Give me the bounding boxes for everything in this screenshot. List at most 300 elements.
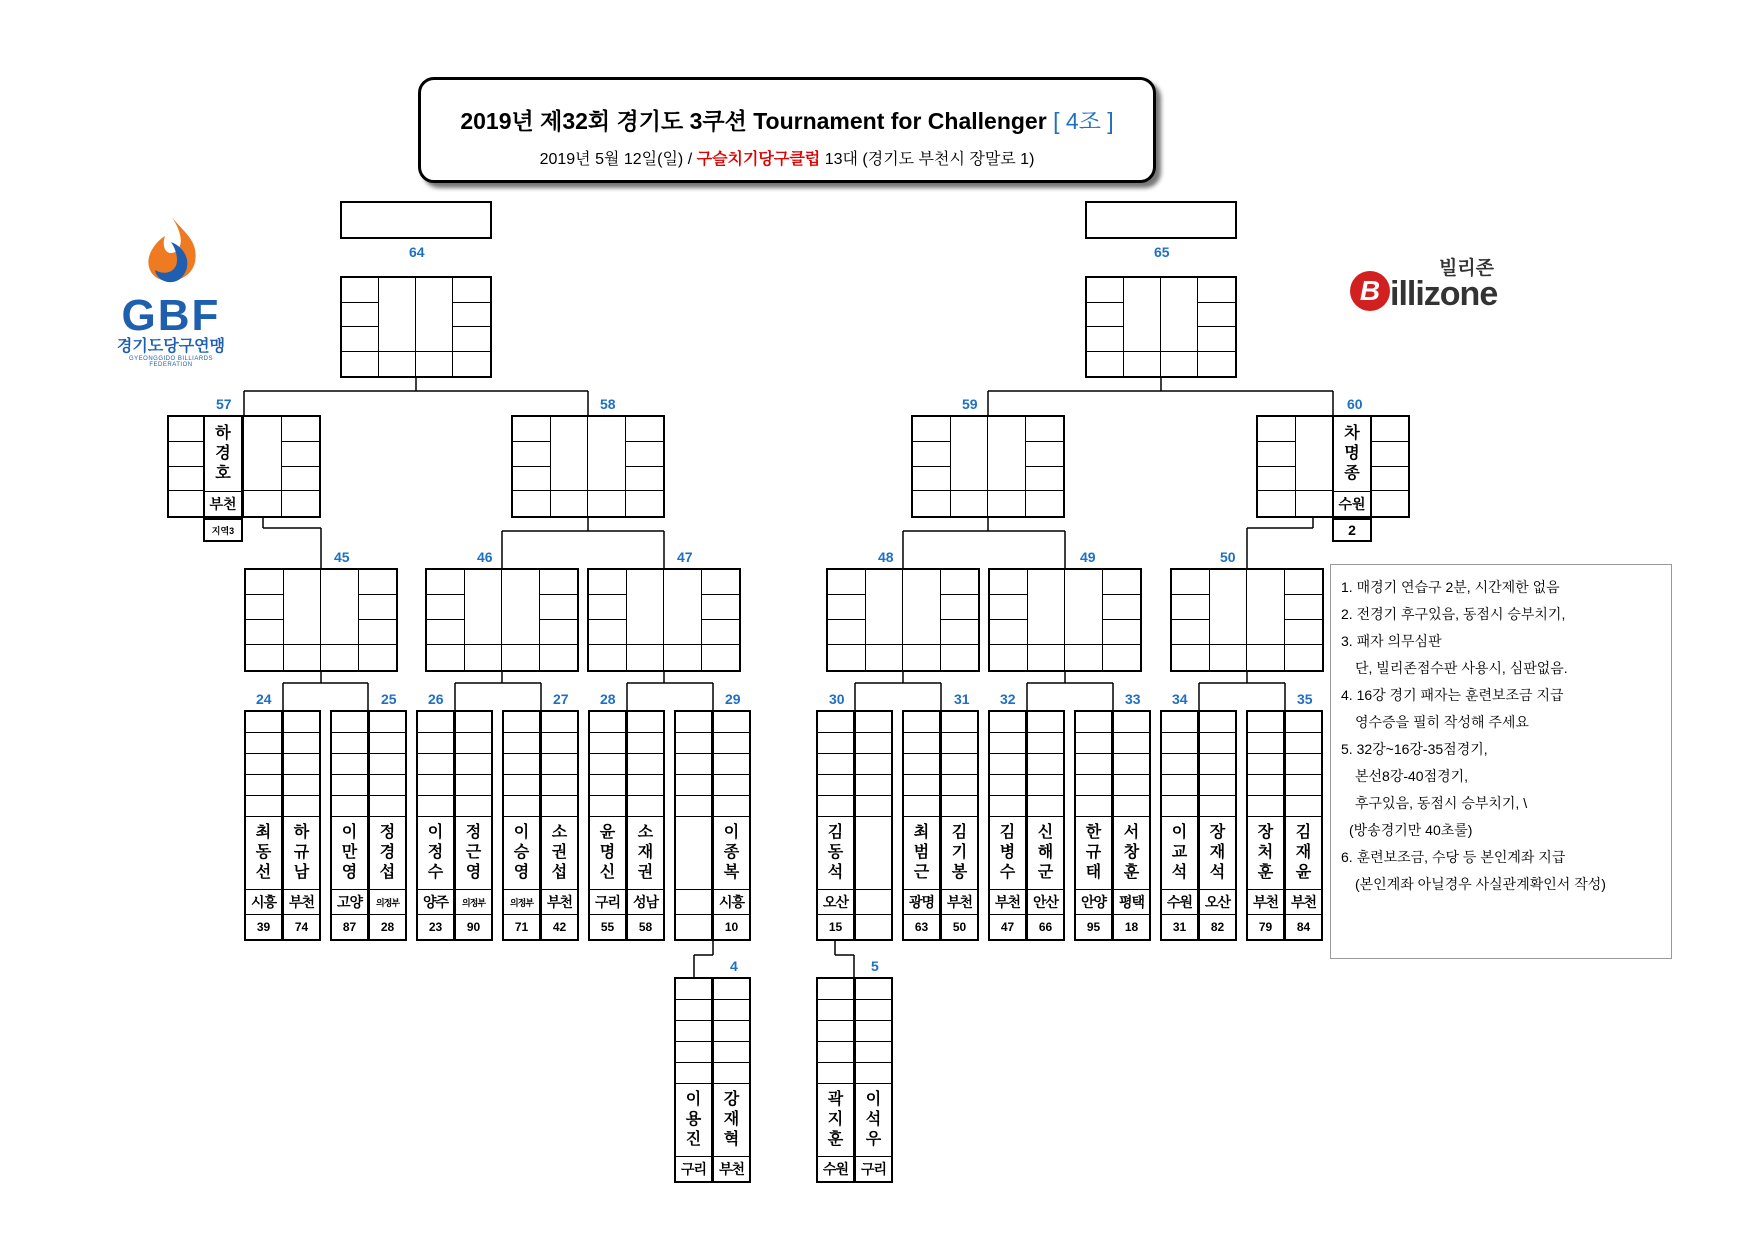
player-column-r1 [674, 710, 713, 941]
gbf-english-name: GYEONGGIDO BILLIARDS FEDERATION [128, 356, 214, 368]
score-cell [1248, 712, 1283, 733]
player-name: 정 경 섭 [370, 817, 405, 890]
player-seed: 82 [1210, 920, 1225, 934]
score-cell [456, 733, 491, 754]
score-cell [246, 775, 281, 796]
score-cell [818, 754, 853, 775]
score-cell [676, 1063, 711, 1084]
score-cell [1028, 733, 1063, 754]
player-name: 소 권 섭 [542, 817, 577, 890]
score-cell [628, 796, 663, 817]
billizone-b-icon [1348, 269, 1392, 313]
score-cell [714, 796, 749, 817]
player-seed: 28 [380, 920, 395, 934]
score-cell [676, 796, 711, 817]
billizone-wordmark: illizone [1390, 275, 1498, 313]
player-column-r1 [282, 710, 321, 941]
score-cell [1200, 712, 1235, 733]
score-cell [1286, 796, 1321, 817]
score-cell [590, 754, 625, 775]
score-cell [856, 979, 891, 1000]
player-seed-60: 2 [1332, 518, 1372, 542]
score-cell [370, 712, 405, 733]
note-line: 4. 16강 경기 패자는 훈련보조금 지급 [1341, 687, 1564, 703]
player-name: 정 근 영 [456, 817, 491, 890]
score-cell [818, 733, 853, 754]
player-column-m4 [712, 977, 751, 1183]
player-region: 구리 [680, 1161, 707, 1177]
player-region: 부천 [718, 1161, 745, 1177]
score-cell [676, 1000, 711, 1021]
score-cell [590, 796, 625, 817]
player-column-60 [1332, 415, 1372, 518]
match-number-4: 4 [730, 958, 738, 974]
player-region: 부천 [1286, 890, 1321, 915]
player-region: 구리 [590, 890, 625, 915]
player-name: 김 기 봉 [942, 817, 977, 890]
player-region: 의정부 [456, 890, 491, 915]
score-grid-65 [1085, 276, 1237, 378]
score-cell [1076, 775, 1111, 796]
player-seed: 47 [1000, 920, 1015, 934]
gbf-logo [108, 212, 234, 370]
note-line: 본선8강-40점경기, [1355, 768, 1469, 784]
player-region: 부천 [942, 890, 977, 915]
score-cell [904, 754, 939, 775]
score-cell [542, 712, 577, 733]
note-line: (본인계좌 아닐경우 사실관계확인서 작성) [1355, 876, 1606, 892]
score-cell [1114, 712, 1149, 733]
score-cell [714, 775, 749, 796]
score-cell [714, 1021, 749, 1042]
score-cell [1248, 754, 1283, 775]
player-column-r1 [1026, 710, 1065, 941]
player-seed: 90 [466, 920, 481, 934]
player-name-57: 하 경 호 [205, 417, 241, 492]
match-number-47: 47 [677, 549, 693, 565]
score-cell [990, 712, 1025, 733]
player-column-r1 [416, 710, 455, 941]
score-cell [418, 733, 453, 754]
score-cell [1114, 754, 1149, 775]
player-name: 이 석 우 [856, 1084, 891, 1157]
score-cell [418, 775, 453, 796]
score-grid-57 [167, 415, 321, 518]
player-region: 수원 [822, 1161, 849, 1177]
score-cell [1200, 775, 1235, 796]
player-name: 한 규 태 [1076, 817, 1111, 890]
player-name: 곽 지 훈 [818, 1084, 853, 1157]
score-cell [246, 796, 281, 817]
player-region: 부천 [990, 890, 1025, 915]
score-cell [628, 775, 663, 796]
score-cell [1162, 796, 1197, 817]
player-name [676, 817, 711, 890]
score-cell [1286, 754, 1321, 775]
score-cell [504, 796, 539, 817]
score-cell [1286, 775, 1321, 796]
player-name: 장 처 훈 [1248, 817, 1283, 890]
final-winner-box-right [1085, 201, 1237, 239]
score-cell [942, 712, 977, 733]
match-number-5: 5 [871, 958, 879, 974]
score-cell [456, 796, 491, 817]
player-seed: 71 [514, 920, 529, 934]
score-cell [456, 712, 491, 733]
player-column-r1 [330, 710, 369, 941]
score-cell [1076, 733, 1111, 754]
score-cell [818, 712, 853, 733]
svg-text:B: B [1359, 275, 1381, 306]
score-cell [1162, 754, 1197, 775]
match-number-31: 31 [954, 691, 970, 707]
score-cell [284, 712, 319, 733]
player-seed [676, 915, 711, 939]
score-grid-45 [244, 568, 398, 672]
player-name: 장 재 석 [1200, 817, 1235, 890]
player-region: 평택 [1114, 890, 1149, 915]
score-cell [856, 712, 891, 733]
score-cell [370, 775, 405, 796]
player-name: 최 범 근 [904, 817, 939, 890]
score-cell [942, 796, 977, 817]
venue-detail: 13대 (경기도 부천시 장말로 1) [824, 151, 1035, 168]
score-cell [818, 775, 853, 796]
player-region: 시흥 [246, 890, 281, 915]
score-cell [1200, 733, 1235, 754]
score-cell [332, 754, 367, 775]
score-cell [856, 1000, 891, 1021]
match-number-33: 33 [1125, 691, 1141, 707]
player-column-r1 [988, 710, 1027, 941]
score-grid-64 [340, 276, 492, 378]
score-cell [456, 775, 491, 796]
venue-name: 구슬치기당구클럽 [696, 151, 821, 168]
score-cell [856, 796, 891, 817]
player-column-r1 [502, 710, 541, 941]
score-cell [1162, 712, 1197, 733]
score-cell [590, 775, 625, 796]
score-grid-50 [1170, 568, 1324, 672]
score-cell [1200, 754, 1235, 775]
player-name: 윤 명 신 [590, 817, 625, 890]
score-grid-59 [911, 415, 1065, 518]
match-number-26: 26 [428, 691, 444, 707]
player-name: 이 만 영 [332, 817, 367, 890]
score-cell [990, 733, 1025, 754]
score-cell [904, 712, 939, 733]
player-seed: 10 [724, 920, 739, 934]
score-cell [714, 712, 749, 733]
score-cell [990, 775, 1025, 796]
player-seed: 55 [600, 920, 615, 934]
player-seed: 74 [294, 920, 309, 934]
score-cell [332, 775, 367, 796]
title-group: [ 4조 ] [1053, 108, 1114, 134]
match-number-28: 28 [600, 691, 616, 707]
player-column-57 [203, 415, 243, 518]
match-number-45: 45 [334, 549, 350, 565]
score-cell [818, 979, 853, 1000]
player-seed: 50 [952, 920, 967, 934]
score-cell [676, 1042, 711, 1063]
score-cell [1248, 733, 1283, 754]
player-region: 시흥 [714, 890, 749, 915]
player-region: 의정부 [504, 890, 539, 915]
player-name [856, 817, 891, 890]
score-cell [904, 733, 939, 754]
rules-notes [1330, 564, 1672, 959]
score-cell [818, 1042, 853, 1063]
score-cell [990, 754, 1025, 775]
score-grid-49 [988, 568, 1142, 672]
note-line: 3. 패자 의무심판 [1341, 633, 1442, 649]
player-name: 이 정 수 [418, 817, 453, 890]
score-grid-46 [425, 568, 579, 672]
player-seed: 58 [638, 920, 653, 934]
score-cell [818, 796, 853, 817]
score-cell [856, 754, 891, 775]
match-number-65: 65 [1154, 244, 1170, 260]
player-column-r1 [854, 710, 893, 941]
score-cell [628, 733, 663, 754]
player-name: 이 종 복 [714, 817, 749, 890]
score-cell [284, 796, 319, 817]
match-number-58: 58 [600, 396, 616, 412]
player-name: 김 재 윤 [1286, 817, 1321, 890]
player-seed: 63 [914, 920, 929, 934]
score-cell [456, 754, 491, 775]
score-cell [1114, 796, 1149, 817]
match-number-25: 25 [381, 691, 397, 707]
score-grid-48 [826, 568, 980, 672]
player-seed: 84 [1296, 920, 1311, 934]
player-seed: 79 [1258, 920, 1273, 934]
gbf-korean-name: 경기도당구연맹 [116, 338, 226, 355]
score-cell [1286, 712, 1321, 733]
score-cell [1028, 775, 1063, 796]
score-cell [676, 712, 711, 733]
player-seed: 18 [1124, 920, 1139, 934]
score-cell [1028, 712, 1063, 733]
score-cell [590, 712, 625, 733]
note-line: 단, 빌리존점수판 사용시, 심판없음. [1355, 660, 1568, 676]
player-region: 광명 [904, 890, 939, 915]
player-column-r1 [1160, 710, 1199, 941]
score-cell [856, 1042, 891, 1063]
player-column-r1 [816, 710, 855, 941]
gbf-mark: GBF [121, 291, 221, 340]
player-name: 신 해 군 [1028, 817, 1063, 890]
note-line: 2. 전경기 후구있음, 동점시 승부치기, [1341, 606, 1566, 622]
player-seed: 39 [256, 920, 271, 934]
score-cell [542, 754, 577, 775]
match-number-32: 32 [1000, 691, 1016, 707]
player-seed [856, 915, 891, 939]
score-cell [676, 775, 711, 796]
match-number-50: 50 [1220, 549, 1236, 565]
player-name-60: 차 명 종 [1334, 417, 1370, 492]
player-column-r1 [244, 710, 283, 941]
score-cell [1286, 733, 1321, 754]
score-cell [332, 796, 367, 817]
score-cell [418, 796, 453, 817]
player-name: 최 동 선 [246, 817, 281, 890]
player-region [856, 890, 891, 915]
player-column-m5 [854, 977, 893, 1183]
score-cell [370, 733, 405, 754]
score-cell [542, 733, 577, 754]
player-region: 고양 [332, 890, 367, 915]
score-cell [856, 1063, 891, 1084]
match-number-30: 30 [829, 691, 845, 707]
score-cell [284, 775, 319, 796]
player-column-r1 [712, 710, 751, 941]
match-number-27: 27 [553, 691, 569, 707]
player-region: 의정부 [370, 890, 405, 915]
player-name: 김 병 수 [990, 817, 1025, 890]
note-line: 6. 훈련보조금, 수당 등 본인계좌 지급 [1341, 849, 1566, 865]
player-region: 부천 [542, 890, 577, 915]
note-line: 5. 32강~16강-35점경기, [1341, 741, 1488, 757]
player-name: 이 용 진 [676, 1084, 711, 1157]
score-grid-58 [511, 415, 665, 518]
score-cell [714, 979, 749, 1000]
score-cell [856, 1021, 891, 1042]
player-region: 안산 [1028, 890, 1063, 915]
player-column-r1 [1198, 710, 1237, 941]
score-cell [714, 733, 749, 754]
score-cell [246, 712, 281, 733]
score-cell [1248, 796, 1283, 817]
score-cell [1076, 754, 1111, 775]
player-region-60: 수원 [1338, 496, 1366, 512]
player-column-m4 [674, 977, 713, 1183]
match-number-64: 64 [409, 244, 425, 260]
player-column-r1 [1284, 710, 1323, 941]
player-name: 하 규 남 [284, 817, 319, 890]
score-cell [676, 979, 711, 1000]
match-number-60: 60 [1347, 396, 1363, 412]
score-cell [856, 733, 891, 754]
score-cell [714, 1000, 749, 1021]
score-cell [990, 796, 1025, 817]
score-cell [504, 775, 539, 796]
player-region: 수원 [1162, 890, 1197, 915]
event-date: 2019년 5월 12일(일) [539, 151, 684, 168]
player-column-r1 [1074, 710, 1113, 941]
score-cell [284, 754, 319, 775]
score-grid-47 [587, 568, 741, 672]
player-column-r1 [588, 710, 627, 941]
player-region: 안양 [1076, 890, 1111, 915]
match-number-24: 24 [256, 691, 272, 707]
match-number-57: 57 [216, 396, 232, 412]
gbf-flame-icon [131, 212, 211, 292]
match-number-29: 29 [725, 691, 741, 707]
score-cell [1028, 796, 1063, 817]
score-cell [332, 712, 367, 733]
score-cell [1162, 775, 1197, 796]
note-line: (방송경기만 40초룰) [1349, 822, 1473, 838]
player-name: 소 재 권 [628, 817, 663, 890]
score-cell [818, 1021, 853, 1042]
score-cell [676, 754, 711, 775]
player-name: 강 재 혁 [714, 1084, 749, 1157]
match-number-49: 49 [1080, 549, 1096, 565]
score-cell [1162, 733, 1197, 754]
final-winner-box-left [340, 201, 492, 239]
score-cell [904, 775, 939, 796]
score-cell [942, 733, 977, 754]
billizone-logo [1346, 253, 1516, 313]
player-region-57: 부천 [209, 496, 237, 512]
score-cell [856, 775, 891, 796]
player-region: 오산 [1200, 890, 1235, 915]
score-cell [246, 754, 281, 775]
player-region [676, 890, 711, 915]
player-column-r1 [454, 710, 493, 941]
note-line: 후구있음, 동점시 승부치기, \ [1355, 795, 1528, 811]
player-tag-57: 지역3 [203, 518, 243, 542]
page-title [421, 103, 1153, 136]
score-cell [1076, 712, 1111, 733]
score-cell [504, 754, 539, 775]
score-cell [284, 733, 319, 754]
note-line: 1. 매경기 연습구 2분, 시간제한 없음 [1341, 579, 1560, 595]
score-cell [590, 733, 625, 754]
subtitle-separator: / [687, 151, 693, 168]
score-cell [332, 733, 367, 754]
player-seed: 66 [1038, 920, 1053, 934]
score-cell [818, 1063, 853, 1084]
score-cell [714, 1042, 749, 1063]
title-box [418, 77, 1156, 183]
player-column-r1 [940, 710, 979, 941]
score-cell [942, 775, 977, 796]
player-name: 서 창 훈 [1114, 817, 1149, 890]
player-column-r1 [902, 710, 941, 941]
match-number-48: 48 [878, 549, 894, 565]
player-seed: 95 [1086, 920, 1101, 934]
player-region: 양주 [418, 890, 453, 915]
player-region: 구리 [860, 1161, 887, 1177]
score-cell [714, 754, 749, 775]
note-line: 영수증을 필히 작성해 주세요 [1355, 714, 1529, 730]
score-cell [1200, 796, 1235, 817]
player-column-r1 [368, 710, 407, 941]
match-number-59: 59 [962, 396, 978, 412]
score-cell [370, 796, 405, 817]
score-cell [542, 775, 577, 796]
score-cell [676, 733, 711, 754]
player-column-m5 [816, 977, 855, 1183]
player-name: 이 승 영 [504, 817, 539, 890]
player-name: 김 동 석 [818, 817, 853, 890]
score-cell [1076, 796, 1111, 817]
player-seed: 15 [828, 920, 843, 934]
score-cell [418, 754, 453, 775]
score-cell [714, 1063, 749, 1084]
score-cell [1114, 733, 1149, 754]
player-region: 성남 [628, 890, 663, 915]
billizone-korean: 빌리존 [1438, 258, 1494, 279]
player-region: 부천 [284, 890, 319, 915]
score-cell [504, 733, 539, 754]
score-cell [246, 733, 281, 754]
player-seed: 31 [1172, 920, 1187, 934]
score-cell [504, 712, 539, 733]
